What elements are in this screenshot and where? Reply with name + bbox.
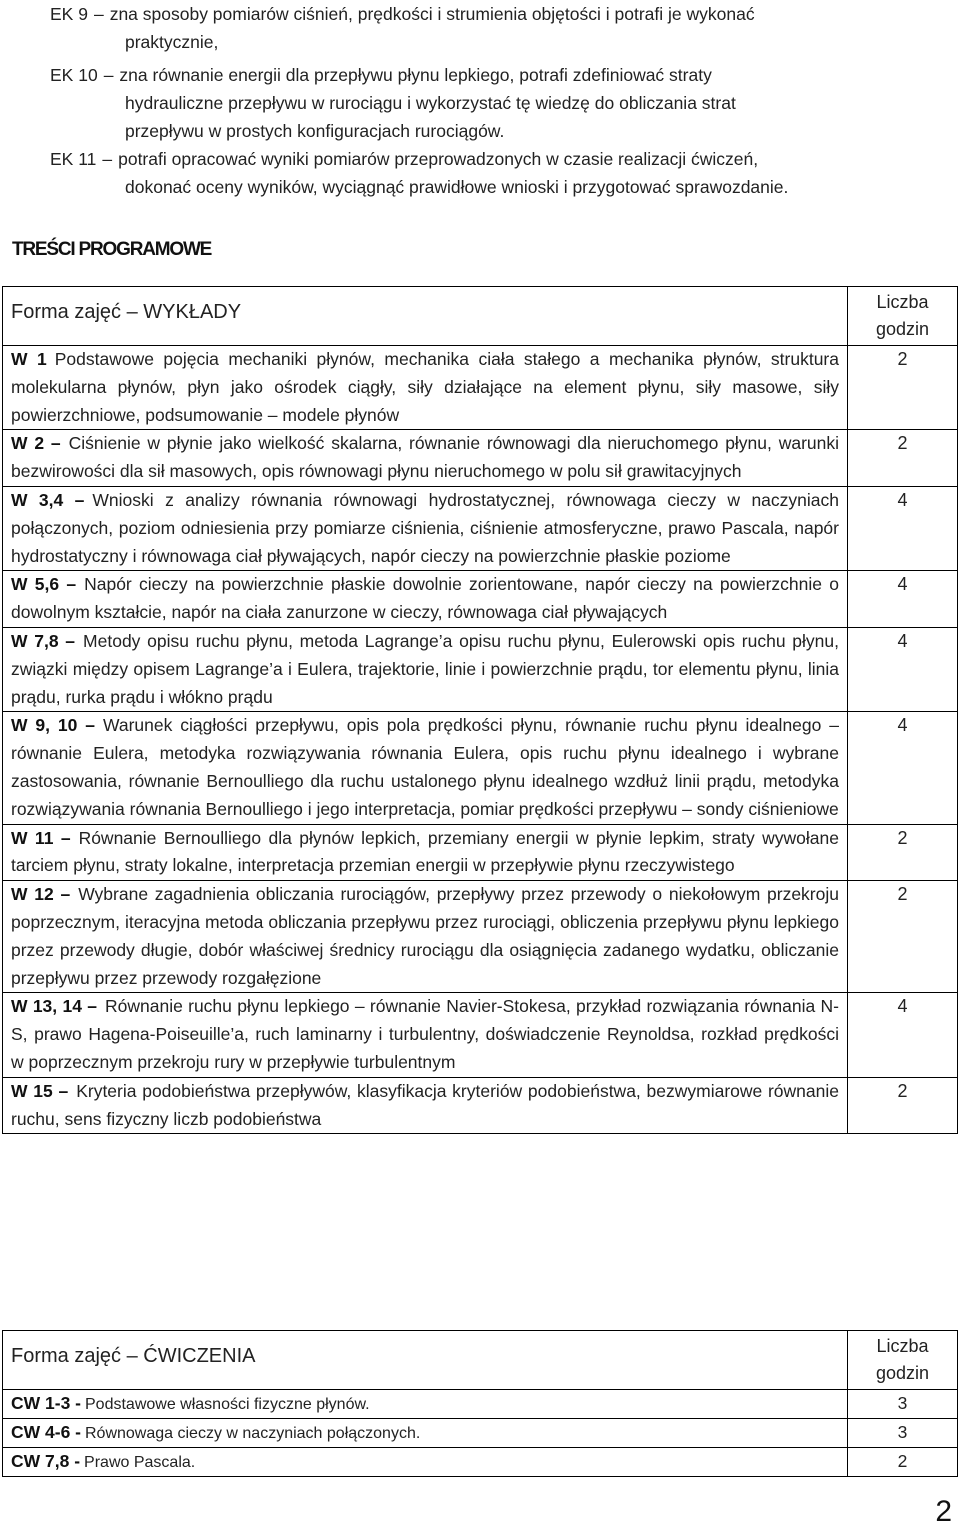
hours-cell: 2 bbox=[848, 1448, 958, 1477]
topic-cell bbox=[3, 486, 848, 570]
exercises-form-cell bbox=[3, 1331, 848, 1390]
topic-text: Warunek ciągłości przepływu, opis pola prędkości płynu, równanie ruchu płynu idealnego – równanie Eulera, metodyka rozwiązywania równania Eulera, opis ruchu płynu idealnego i wybrane zastosowania, równanie Bernoulliego dla ruchu ustalonego płynu idealnego wzdłuż linii prądu, metodyka rozwiązywania równania Bernoulliego i jego interpretacja, pomiar prędkości przepływu – sondy ciśnieniowe bbox=[11, 715, 839, 819]
outcome-code: EK 9 bbox=[50, 4, 88, 24]
topic-code: W 1 bbox=[11, 349, 47, 369]
topic-text: Równanie ruchu płynu lepkiego – równanie Navier-Stokesa, przykład rozwiązania równania N-S, prawo Hagena-Poiseuille’a, ruch laminarny i turbulentny, doświadczenie Reynoldsa, rozkład prędkości w poprzecznym przekroju rury w przepływie turbulentnym bbox=[11, 996, 839, 1072]
topic-cell bbox=[3, 1077, 848, 1134]
lectures-header-row bbox=[3, 287, 958, 346]
outcome-text-line: zna równanie energii dla przepływu płynu lepkiego, potrafi zdefiniować straty bbox=[119, 65, 712, 85]
topic-code: W 7,8 – bbox=[11, 630, 76, 651]
outcome-text-line: zna sposoby pomiarów ciśnień, prędkości i strumienia objętości i potrafi je wykonać bbox=[109, 4, 755, 24]
outcome-ek10: EK 10 – zna równanie energii dla przepływu płynu lepkiego, potrafi zdefiniować straty hydrauliczne przepływu w rurociągu i wykorzystać tę wiedzę do obliczania strat przepływu w prostych konfiguracjach rurociągów. bbox=[50, 61, 950, 145]
outcome-ek11: EK 11 – potrafi opracować wyniki pomiarów przeprowadzonych w czasie realizacji ćwiczeń, dokonać oceny wyników, wyciągnąć prawidłowe wnioski i przygotować sprawozdanie. bbox=[50, 145, 950, 201]
table-row bbox=[3, 993, 958, 1077]
topic-cell bbox=[3, 430, 848, 487]
table-row bbox=[3, 1077, 958, 1134]
hours-cell: 4 bbox=[848, 627, 958, 711]
outcome-text-line: potrafi opracować wyniki pomiarów przeprowadzonych w czasie realizacji ćwiczeń, bbox=[118, 149, 759, 169]
outcome-text-line: dokonać oceny wyników, wyciągnąć prawidłowe wnioski i przygotować sprawozdanie. bbox=[125, 177, 789, 197]
topic-cell bbox=[3, 627, 848, 711]
topic-code: W 13, 14 – bbox=[11, 996, 97, 1017]
outcome-ek9: EK 9 – zna sposoby pomiarów ciśnień, prędkości i strumienia objętości i potrafi je wykonać praktycznie, bbox=[50, 0, 950, 56]
outcome-text-line: praktycznie, bbox=[125, 32, 219, 52]
topic-cell bbox=[3, 346, 848, 430]
exercises-header-row bbox=[3, 1331, 958, 1390]
table-row bbox=[3, 1448, 958, 1477]
exercises-table bbox=[2, 1330, 958, 1477]
hours-cell: 2 bbox=[848, 346, 958, 430]
table-row bbox=[3, 1419, 958, 1448]
exercise-cell bbox=[3, 1448, 848, 1477]
topic-text: Wnioski z analizy równania równowagi hydrostatycznej, równowaga cieczy w naczyniach połączonych, poziom odniesienia przy pomiarze ciśnienia, ciśnienie atmosferyczne, prawo Pascala, napór hydrostatyczny i równowaga ciał pływających, napór cieczy na powierzchnie płaskie poziome bbox=[11, 489, 839, 566]
hours-cell: 3 bbox=[848, 1419, 958, 1448]
topic-cell bbox=[3, 571, 848, 628]
topic-code: W 5,6 – bbox=[11, 574, 77, 595]
topic-code: W 3,4 – bbox=[11, 489, 85, 510]
learning-outcomes-list bbox=[50, 0, 950, 201]
outcome-code: EK 10 bbox=[50, 65, 98, 85]
topic-cell bbox=[3, 881, 848, 993]
section-title: TREŚCI PROGRAMOWE bbox=[12, 239, 212, 260]
exercise-code: CW 7,8 - bbox=[11, 1451, 81, 1471]
topic-text: Kryteria podobieństwa przepływów, klasyfikacja kryteriów podobieństwa, bezwymiarowe równanie ruchu, sens fizyczny liczb podobieństwa bbox=[11, 1080, 839, 1129]
hours-cell: 2 bbox=[848, 430, 958, 487]
page-number: 2 bbox=[935, 1495, 952, 1528]
topic-text: Napór cieczy na powierzchnie płaskie dowolnie zorientowane, napór cieczy na powierzchnie o dowolnym kształcie, napór na ciała zanurzone w cieczy, równowaga ciał pływających bbox=[11, 574, 839, 623]
topic-text: Metody opisu ruchu płynu, metoda Lagrange’a opisu ruchu płynu, Eulerowski opis ruchu płynu, związki między opisem Lagrange’a i Eulera, trajektorie, linie i powierzchnie prądu, tor elementu płynu, linia prądu, rurka prądu i włókno prądu bbox=[11, 630, 839, 707]
lectures-table bbox=[2, 286, 958, 1134]
lectures-hours-header: Liczba godzin bbox=[848, 287, 958, 346]
outcome-code: EK 11 bbox=[50, 149, 97, 169]
topic-code: W 12 – bbox=[11, 884, 71, 905]
outcome-text-line: przepływu w prostych konfiguracjach rurociągów. bbox=[125, 121, 505, 141]
hours-cell: 4 bbox=[848, 571, 958, 628]
hours-cell: 2 bbox=[848, 1077, 958, 1134]
lectures-form-label: Forma zajęć – WYKŁADY bbox=[11, 301, 242, 323]
exercises-hours-header: Liczba godzin bbox=[848, 1331, 958, 1390]
table-row bbox=[3, 346, 958, 430]
table-row bbox=[3, 712, 958, 824]
topic-code: W 15 – bbox=[11, 1080, 69, 1101]
exercise-cell bbox=[3, 1419, 848, 1448]
table-row bbox=[3, 1390, 958, 1419]
topic-text: Wybrane zagadnienia obliczania rurociągów, przepływy przez przewody o niekołowym przekroju poprzecznym, iteracyjna metoda obliczania przepływu przez rurociągi, obliczenia przepływu płynu lepkiego przez przewody długie, dobór właściwej średnicy rurociągu dla osiągnięcia zadanego wydatku, obliczanie przepływu przez przewody rozgałęzione bbox=[11, 884, 839, 988]
topic-cell bbox=[3, 993, 848, 1077]
exercise-text: Równowaga cieczy w naczyniach połączonych. bbox=[85, 1425, 421, 1442]
outcome-text-line: hydrauliczne przepływu w rurociągu i wykorzystać tę wiedzę do obliczania strat bbox=[125, 93, 736, 113]
table-row bbox=[3, 486, 958, 570]
topic-text: Równanie Bernoulliego dla płynów lepkich, przemiany energii w płynie lepkim, straty wywołane tarciem płynu, straty lokalne, interpretacja przemian energii w przepływie płynu rzeczywistego bbox=[11, 827, 839, 876]
topic-cell bbox=[3, 824, 848, 881]
lectures-form-cell bbox=[3, 287, 848, 346]
exercise-text: Prawo Pascala. bbox=[84, 1454, 196, 1471]
hours-cell: 4 bbox=[848, 993, 958, 1077]
topic-text: Ciśnienie w płynie jako wielkość skalarna, równanie równowagi dla nieruchomego płynu, warunki bezwirowości dla sił masowych, opis równowagi płynu nieruchomego w polu sił grawitacyjnych bbox=[11, 433, 839, 482]
table-row bbox=[3, 571, 958, 628]
exercises-form-label: Forma zajęć – ĆWICZENIA bbox=[11, 1345, 256, 1367]
hours-cell: 3 bbox=[848, 1390, 958, 1419]
exercise-code: CW 1-3 - bbox=[11, 1393, 81, 1413]
hours-cell: 2 bbox=[848, 881, 958, 993]
exercise-cell bbox=[3, 1390, 848, 1419]
exercise-code: CW 4-6 - bbox=[11, 1422, 81, 1442]
hours-cell: 4 bbox=[848, 712, 958, 824]
topic-code: W 11 – bbox=[11, 827, 71, 848]
hours-cell: 2 bbox=[848, 824, 958, 881]
topic-cell bbox=[3, 712, 848, 824]
table-row bbox=[3, 881, 958, 993]
topic-code: W 9, 10 – bbox=[11, 715, 95, 736]
topic-text: Podstawowe pojęcia mechaniki płynów, mechanika ciała stałego a mechanika płynów, struktura molekularna płynów, płyn jako ośrodek ciągły, siły działające na element płynu, siły masowe, siły powierzchniowe, podsumowanie – modele płynów bbox=[11, 349, 839, 425]
hours-cell: 4 bbox=[848, 486, 958, 570]
table-row bbox=[3, 430, 958, 487]
table-row bbox=[3, 824, 958, 881]
exercise-text: Podstawowe własności fizyczne płynów. bbox=[85, 1396, 370, 1413]
table-row bbox=[3, 627, 958, 711]
topic-code: W 2 – bbox=[11, 433, 61, 454]
